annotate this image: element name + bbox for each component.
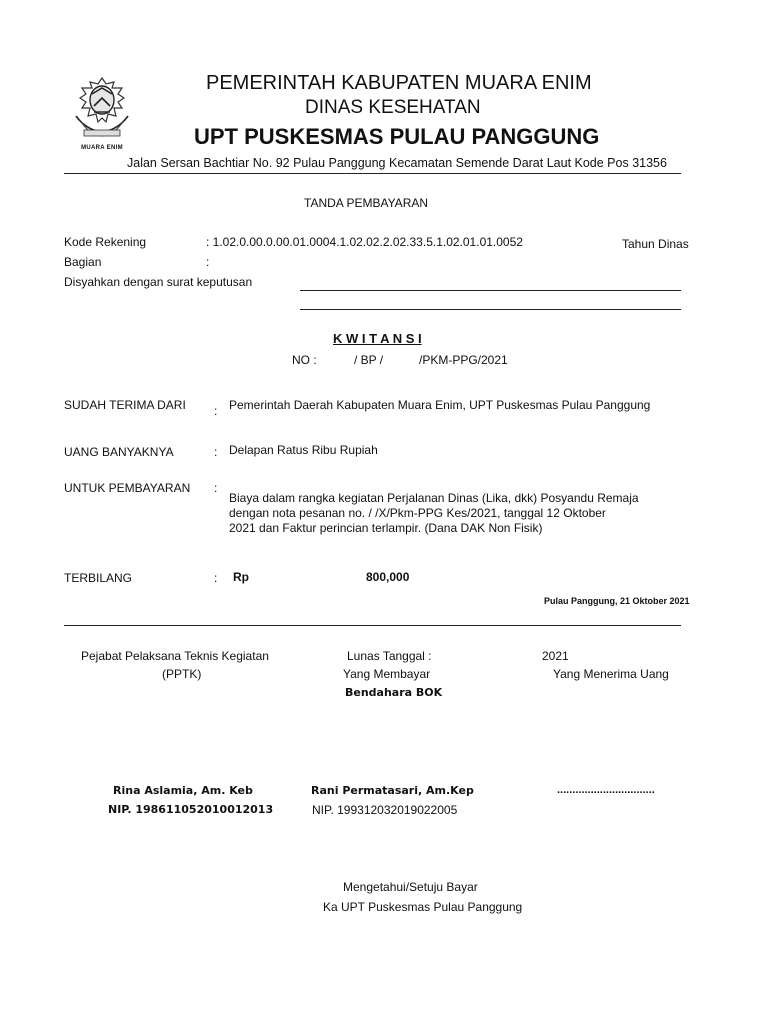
yang-menerima: Yang Menerima Uang	[553, 667, 669, 681]
uang-label: UANG BANYAKNYA	[64, 445, 174, 459]
untuk-line-3: 2021 dan Faktur perincian terlampir. (Dana DAK Non Fisik)	[229, 521, 543, 535]
yang-membayar: Yang Membayar	[343, 667, 431, 681]
header-line-3: UPT PUSKESMAS PULAU PANGGUNG	[194, 124, 600, 149]
penerima-name: ................................	[557, 784, 655, 796]
kode-rekening-value: : 1.02.0.00.0.00.01.0004.1.02.02.2.02.33.5.1.02.01.01.0052	[206, 235, 523, 249]
header-line-1: PEMERINTAH KABUPATEN MUARA ENIM	[206, 72, 592, 94]
tahun-label-clip	[622, 235, 689, 251]
pptk-title-2: (PPTK)	[162, 667, 202, 681]
kwitansi-no-rest: /PKM-PPG/2021	[419, 353, 508, 367]
place-date-clip	[544, 591, 690, 606]
terbilang-label: TERBILANG	[64, 571, 133, 585]
bendahara-title: Bendahara BOK	[345, 686, 443, 699]
kwitansi-no-bp: / BP /	[354, 353, 384, 367]
mengetahui-line-2: Ka UPT Puskesmas Pulau Panggung	[323, 900, 523, 914]
lunas-label: Lunas Tanggal :	[347, 649, 432, 663]
bagian-label: Bagian	[64, 255, 102, 269]
lunas-year: 2021	[542, 649, 569, 663]
untuk-colon: :	[214, 481, 218, 495]
header-line-2: DINAS KESEHATAN	[305, 97, 481, 118]
terima-label: SUDAH TERIMA DARI	[64, 398, 186, 412]
disyahkan-line-2	[300, 309, 681, 310]
disyahkan-line-1	[300, 290, 681, 291]
uang-colon: :	[214, 445, 218, 459]
pptk-nip: NIP. 198611052010012013	[108, 803, 274, 816]
kode-rekening-label: Kode Rekening	[64, 235, 147, 249]
terbilang-rp: Rp	[233, 570, 249, 584]
terbilang-amount: 800,000	[366, 570, 410, 584]
pptk-title-1: Pejabat Pelaksana Teknis Kegiatan	[81, 649, 269, 663]
emblem-icon	[70, 76, 134, 142]
header-address: Jalan Sersan Bachtiar No. 92 Pulau Panggung Kecamatan Semende Darat Laut Kode Pos 31356	[127, 156, 667, 170]
terima-colon: :	[214, 404, 218, 418]
bendahara-nip: NIP. 199312032019022005	[312, 803, 458, 817]
kwitansi-title: K W I T A N S I	[333, 331, 422, 346]
pptk-name: Rina Aslamia, Am. Keb	[113, 784, 253, 797]
uang-value: Delapan Ratus Ribu Rupiah	[229, 443, 378, 457]
untuk-label: UNTUK PEMBAYARAN	[64, 481, 191, 495]
bendahara-name: Rani Permatasari, Am.Kep	[311, 784, 474, 797]
bagian-colon: :	[206, 255, 210, 269]
place-date: Pulau Panggung, 21 Oktober 2021	[544, 596, 690, 606]
header-divider	[64, 173, 681, 174]
logo-caption: MUARA ENIM	[81, 145, 123, 151]
untuk-line-1: Biaya dalam rangka kegiatan Perjalanan Dinas (Lika, dkk) Posyandu Remaja	[229, 491, 639, 505]
mengetahui-line-1: Mengetahui/Setuju Bayar	[343, 880, 478, 894]
disyahkan-label: Disyahkan dengan surat keputusan	[64, 275, 253, 289]
kwitansi-no-label: NO :	[292, 353, 317, 367]
terima-value: Pemerintah Daerah Kabupaten Muara Enim, UPT Puskesmas Pulau Panggung	[229, 398, 651, 412]
muara-enim-emblem	[70, 76, 134, 152]
tahun-label: Tahun Dinas	[622, 237, 689, 251]
untuk-line-2: dengan nota pesanan no. / /X/Pkm-PPG Kes/2021, tanggal 12 Oktober	[229, 506, 606, 520]
doc-title: TANDA PEMBAYARAN	[304, 196, 429, 210]
section-divider	[64, 625, 681, 626]
terbilang-colon: :	[214, 571, 218, 585]
